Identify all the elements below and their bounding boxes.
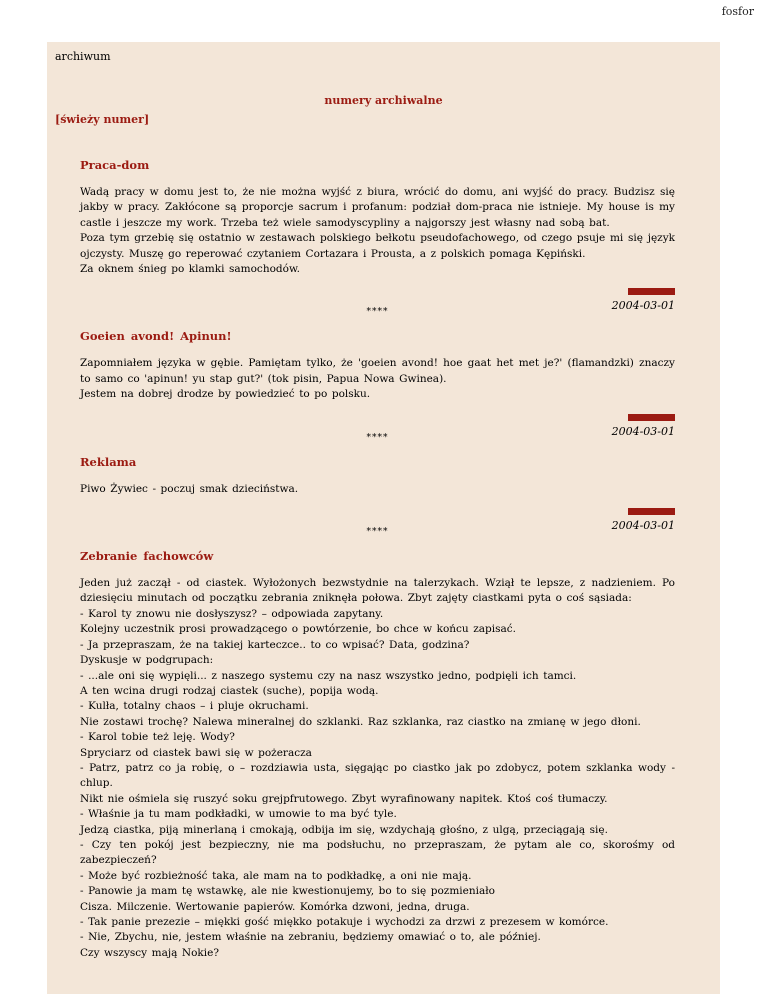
post-line: Spryciarz od ciastek bawi się w pożeracza (80, 746, 312, 759)
post-separator: **** (366, 432, 389, 443)
post-line: - Ja przepraszam, że na takiej karteczce.. to co wpisać? Data, godzina? (80, 638, 470, 651)
post-line: Piwo Żywiec - poczuj smak dzieciństwa. (80, 482, 299, 495)
archive-title: numery archiwalne (324, 94, 443, 107)
post-date: 2004-03-01 (611, 519, 675, 533)
post (80, 329, 675, 454)
posts-list (80, 158, 675, 961)
post-line: - Karol tobie też leję. Wody? (80, 731, 235, 744)
post-line: Kolejny uczestnik prosi prowadzącego o powtórzenie, bo chce w końcu zapisać. (80, 623, 516, 636)
post-line: Cisza. Milczenie. Wertowanie papierów. Komórka dzwoni, jedna, druga. (80, 900, 470, 913)
post-marker-bar (628, 288, 675, 295)
post-line: - Patrz, patrz co ja robię, o – rozdziawia usta, sięgając po ciastko jak po zdobycz, potem szklanka wody - chlup. (80, 761, 675, 790)
post-body (80, 482, 675, 497)
post-date: 2004-03-01 (611, 424, 675, 438)
post (80, 549, 675, 961)
post (80, 158, 675, 329)
post-line: Za oknem śnieg po klamki samochodów. (80, 263, 301, 276)
post (80, 455, 675, 549)
post-line: - ...ale oni się wypięli... z naszego systemu czy na nasz wszystko jedno, podpięli ich tamci. (80, 669, 577, 682)
post-footer (80, 277, 675, 329)
post-line: - Tak panie prezezie – miękki gość miękko potakuje i wychodzi za drzwi z prezesem w komórce. (80, 916, 609, 928)
post-line: Poza tym grzebię się ostatnio w zestawach polskiego bełkotu pseudofachowego, od czego psuje mi się język ojczysty. Muszę go reperować czytaniem Cortazara i Prousta, a z polskich pomaga Kępiński. (80, 232, 675, 260)
post-date: 2004-03-01 (611, 299, 675, 313)
post-marker-bar (628, 414, 675, 421)
post-title: Zebranie fachowców (80, 549, 214, 564)
post-line: A ten wcina drugi rodzaj ciastek (suche), popija wodą. (80, 684, 379, 697)
post-marker-bar (628, 508, 675, 515)
post-line: Jestem na dobrej drodze by powiedzieć to po polsku. (80, 388, 371, 401)
post-line: - Kulła, totalny chaos – i pluje okruchami. (80, 700, 309, 713)
post-separator: **** (366, 307, 389, 318)
post-footer (80, 403, 675, 455)
post-line: Zapomniałem języka w gębie. Pamiętam tylko, że 'goeien avond! hoe gaat het met je?' (flamandzki) znaczy to samo co 'apinun! yu stap gut?' (tok pisin, Papua Nowa Gwinea). (80, 357, 675, 385)
post-line: Dyskusje w podgrupach: (80, 654, 214, 667)
post-line: - Panowie ja mam tę wstawkę, ale nie kwestionujemy, bo to się pozmieniało (80, 885, 495, 898)
post-title: Praca-dom (80, 158, 150, 172)
post-body (80, 576, 675, 961)
post-separator: **** (366, 527, 389, 538)
content-panel (47, 42, 720, 994)
post-line: - Nie, Zbychu, nie, jestem właśnie na zebraniu, będziemy omawiać o to, ale później. (80, 931, 541, 944)
post-line: - Czy ten pokój jest bezpieczny, nie ma podsłuchu, no przepraszam, że pytam ale co, skorośmy od zabezpieczeń? (80, 838, 675, 867)
post-body (80, 356, 675, 402)
post-footer (80, 497, 675, 549)
post-title: Goeien avond! Apinun! (80, 329, 232, 344)
post-line: Nie zostawi trochę? Nalewa mineralnej do szklanki. Raz szklanka, raz ciastko na zmianę w jego dłoni. (80, 715, 641, 728)
site-name: fosfor (721, 5, 754, 18)
fresh-issue-link[interactable]: [świeży numer] (55, 113, 150, 126)
post-line: Jeden już zaczął - od ciastek. Wyłożonych bezwstydnie na talerzykach. Wziął te lepsze, z nadzieniem. Po dziesięciu minutach od początku zebrania zniknęła połowa. Zbyt zajęty ciastkami pyta o coś sąsiada: (80, 577, 675, 605)
post-body (80, 185, 675, 277)
post-line: Wadą pracy w domu jest to, że nie można wyjść z biura, wrócić do domu, ani wyjść do pracy. Budzisz się jakby w pracy. Zakłócone są proporcje sacrum i profanum: podział dom-praca nie istnieje. My house is my castle i jeszcze my work. Trzeba też wiele samodyscypliny a najgorszy jest własny nad sobą bat. (80, 186, 675, 229)
archive-label: archiwum (55, 50, 111, 63)
post-title: Reklama (80, 454, 137, 469)
post-line: Nikt nie ośmiela się ruszyć soku grejpfrutowego. Zbyt wyrafinowany napitek. Ktoś coś tłumaczy. (80, 792, 608, 805)
post-line: Czy wszyscy mają Nokie? (80, 946, 219, 959)
post-line: - Karol ty znowu nie dosłyszysz? – odpowiada zapytany. (80, 607, 384, 620)
post-line: - Może być rozbieżność taka, ale mam na to podkładkę, a oni nie mają. (80, 869, 472, 882)
post-line: Jedzą ciastka, piją minerlaną i cmokają, odbija im się, wzdychają głośno, z ulgą, przeciągają się. (80, 823, 608, 836)
post-line: - Właśnie ja tu mam podkładki, w umowie to ma być tyle. (80, 808, 397, 821)
